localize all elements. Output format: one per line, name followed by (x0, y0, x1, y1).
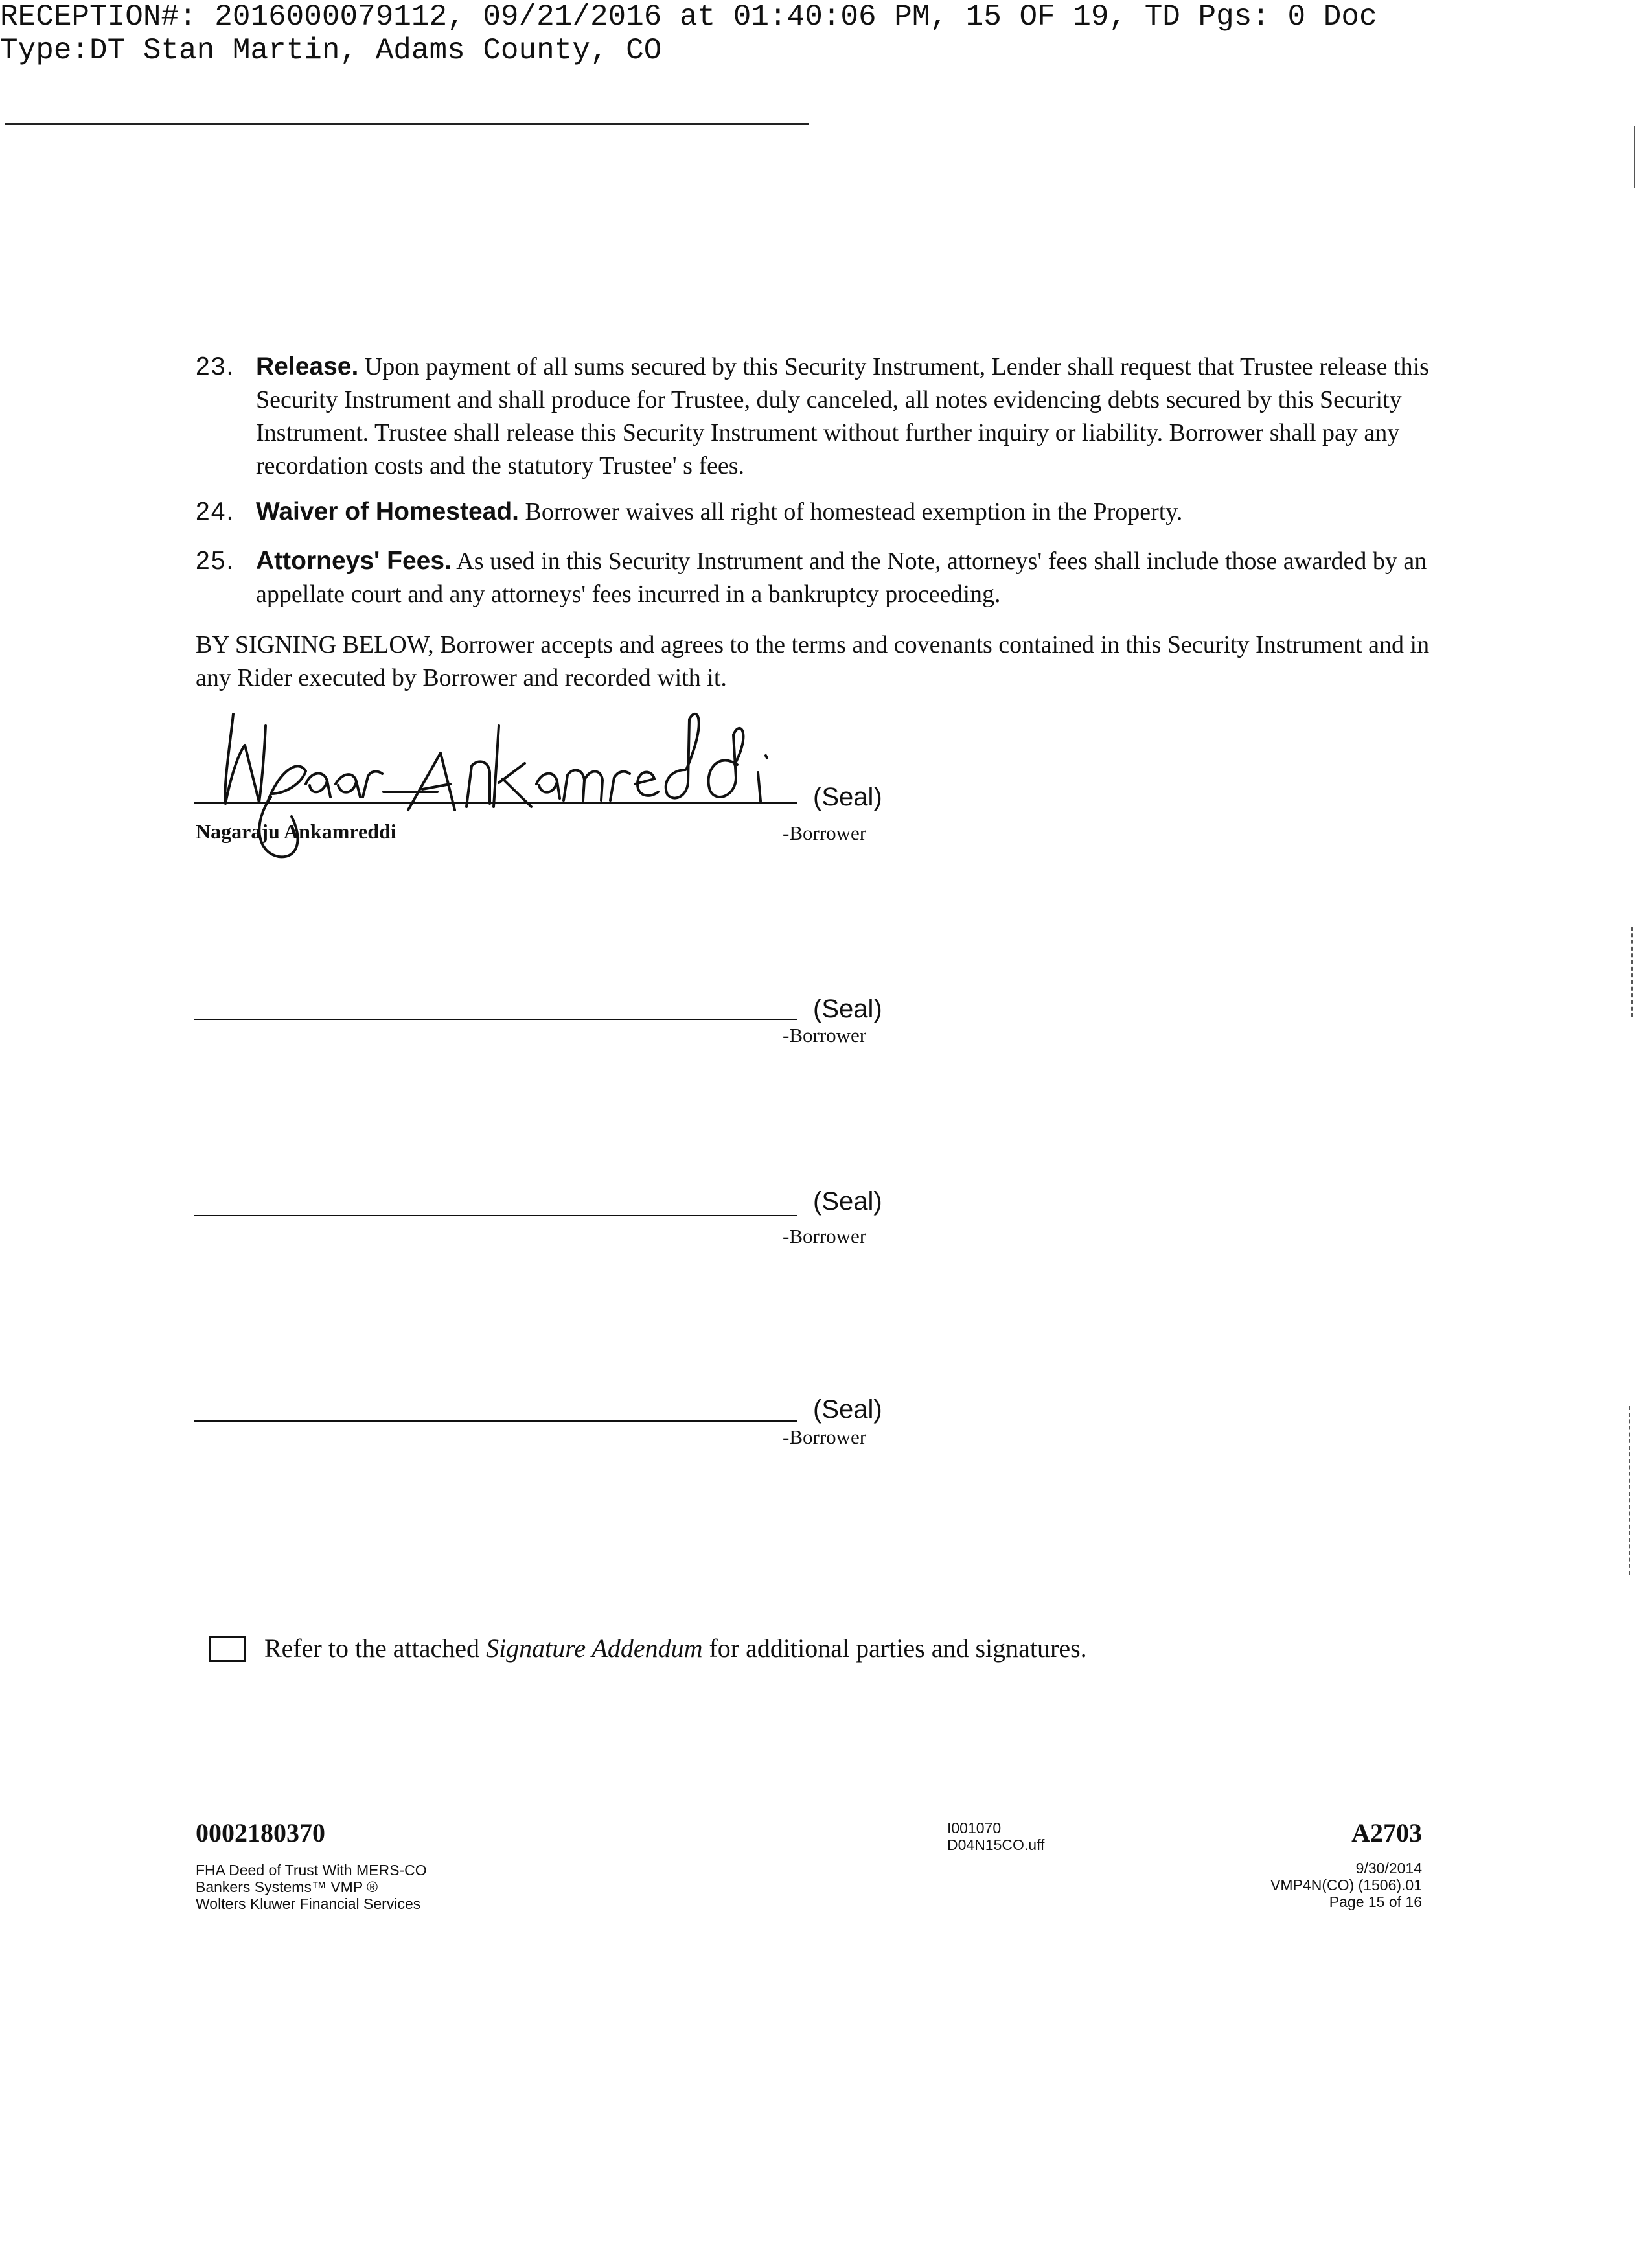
clause-title: Release. (256, 353, 359, 380)
recording-stamp-line-1: RECEPTION#: 2016000079112, 09/21/2016 at 01:40:06 PM, 15 OF 19, TD Pgs: 0 Doc (0, 0, 1377, 34)
seal-label: (Seal) (813, 783, 882, 811)
form-description-line: Bankers Systems™ VMP ® (196, 1879, 378, 1895)
recording-stamp (0, 0, 1587, 67)
seal-label: (Seal) (813, 1395, 882, 1424)
form-description (196, 1862, 427, 1912)
header-divider (5, 123, 809, 125)
form-id: A2703 (1351, 1818, 1422, 1847)
addendum-text-italic: Signature Addendum (486, 1634, 703, 1663)
clause-text: Borrower waives all right of homestead exemption in the Property. (525, 498, 1183, 526)
clause-number: 24. (196, 498, 235, 526)
signing-statement: BY SIGNING BELOW, Borrower accepts and agrees to the terms and covenants contained in this Security Instrument and in any Rider executed by Borrower and recorded with it. (196, 631, 1430, 691)
signer-role: -Borrower (783, 1024, 867, 1047)
document-code-line: D04N15CO.uff (947, 1836, 1045, 1853)
addendum-text-after: for additional parties and signatures. (702, 1634, 1087, 1663)
loan-number: 0002180370 (196, 1818, 325, 1847)
scan-edge-mark (1629, 1406, 1630, 1575)
signer-role: -Borrower (783, 1225, 867, 1247)
recording-stamp-line-2: Type:DT Stan Martin, Adams County, CO (0, 34, 662, 67)
seal-label: (Seal) (813, 995, 882, 1023)
clause-release (196, 350, 1452, 483)
signature-line[interactable] (194, 1019, 797, 1020)
clause-title: Waiver of Homestead. (256, 498, 519, 526)
signature-line[interactable] (194, 1215, 797, 1216)
clause-waiver-of-homestead (196, 495, 1452, 529)
scan-edge-mark (1631, 927, 1633, 1017)
signature-line[interactable] (194, 1420, 797, 1422)
signer-role: -Borrower (783, 1426, 867, 1448)
clause-text: As used in this Security Instrument and the Note, attorneys' fees shall include those awarded by an appellate court and any attorneys' fees incurred in a bankruptcy proceeding. (256, 548, 1427, 608)
signer-role: -Borrower (783, 822, 867, 844)
signature-addendum-checkbox[interactable] (209, 1636, 246, 1662)
page-number: Page 15 of 16 (1329, 1893, 1422, 1910)
document-codes (947, 1820, 1044, 1853)
signature-line[interactable] (194, 802, 797, 804)
form-version-info (1270, 1860, 1422, 1910)
clause-number: 23. (196, 353, 235, 380)
clause-text: Upon payment of all sums secured by this Security Instrument, Lender shall request that Trustee release this Security Instrument and shall produce for Trustee, duly canceled, all notes evidencing debts secured by this Security Instrument. Trustee shall release this Security Instrument without further inquiry or liability. Borrower shall pay any recordation costs and the statutory Trustee' s fees. (256, 353, 1429, 480)
seal-label: (Seal) (813, 1187, 882, 1216)
signature-addendum-label (264, 1633, 1087, 1663)
addendum-text-before: Refer to the attached (264, 1634, 487, 1663)
form-description-line: Wolters Kluwer Financial Services (196, 1895, 421, 1912)
signer-name: Nagaraju Ankamreddi (196, 820, 396, 843)
form-description-line: FHA Deed of Trust With MERS-CO (196, 1862, 427, 1879)
scan-edge-mark (1634, 126, 1635, 188)
form-version: VMP4N(CO) (1506).01 (1270, 1877, 1422, 1893)
clause-attorneys-fees (196, 544, 1452, 611)
form-date: 9/30/2014 (1355, 1860, 1422, 1877)
document-code-line: I001070 (947, 1820, 1002, 1836)
handwritten-signature (194, 706, 797, 868)
clause-title: Attorneys' Fees. (256, 547, 452, 575)
clause-number: 25. (196, 547, 235, 575)
